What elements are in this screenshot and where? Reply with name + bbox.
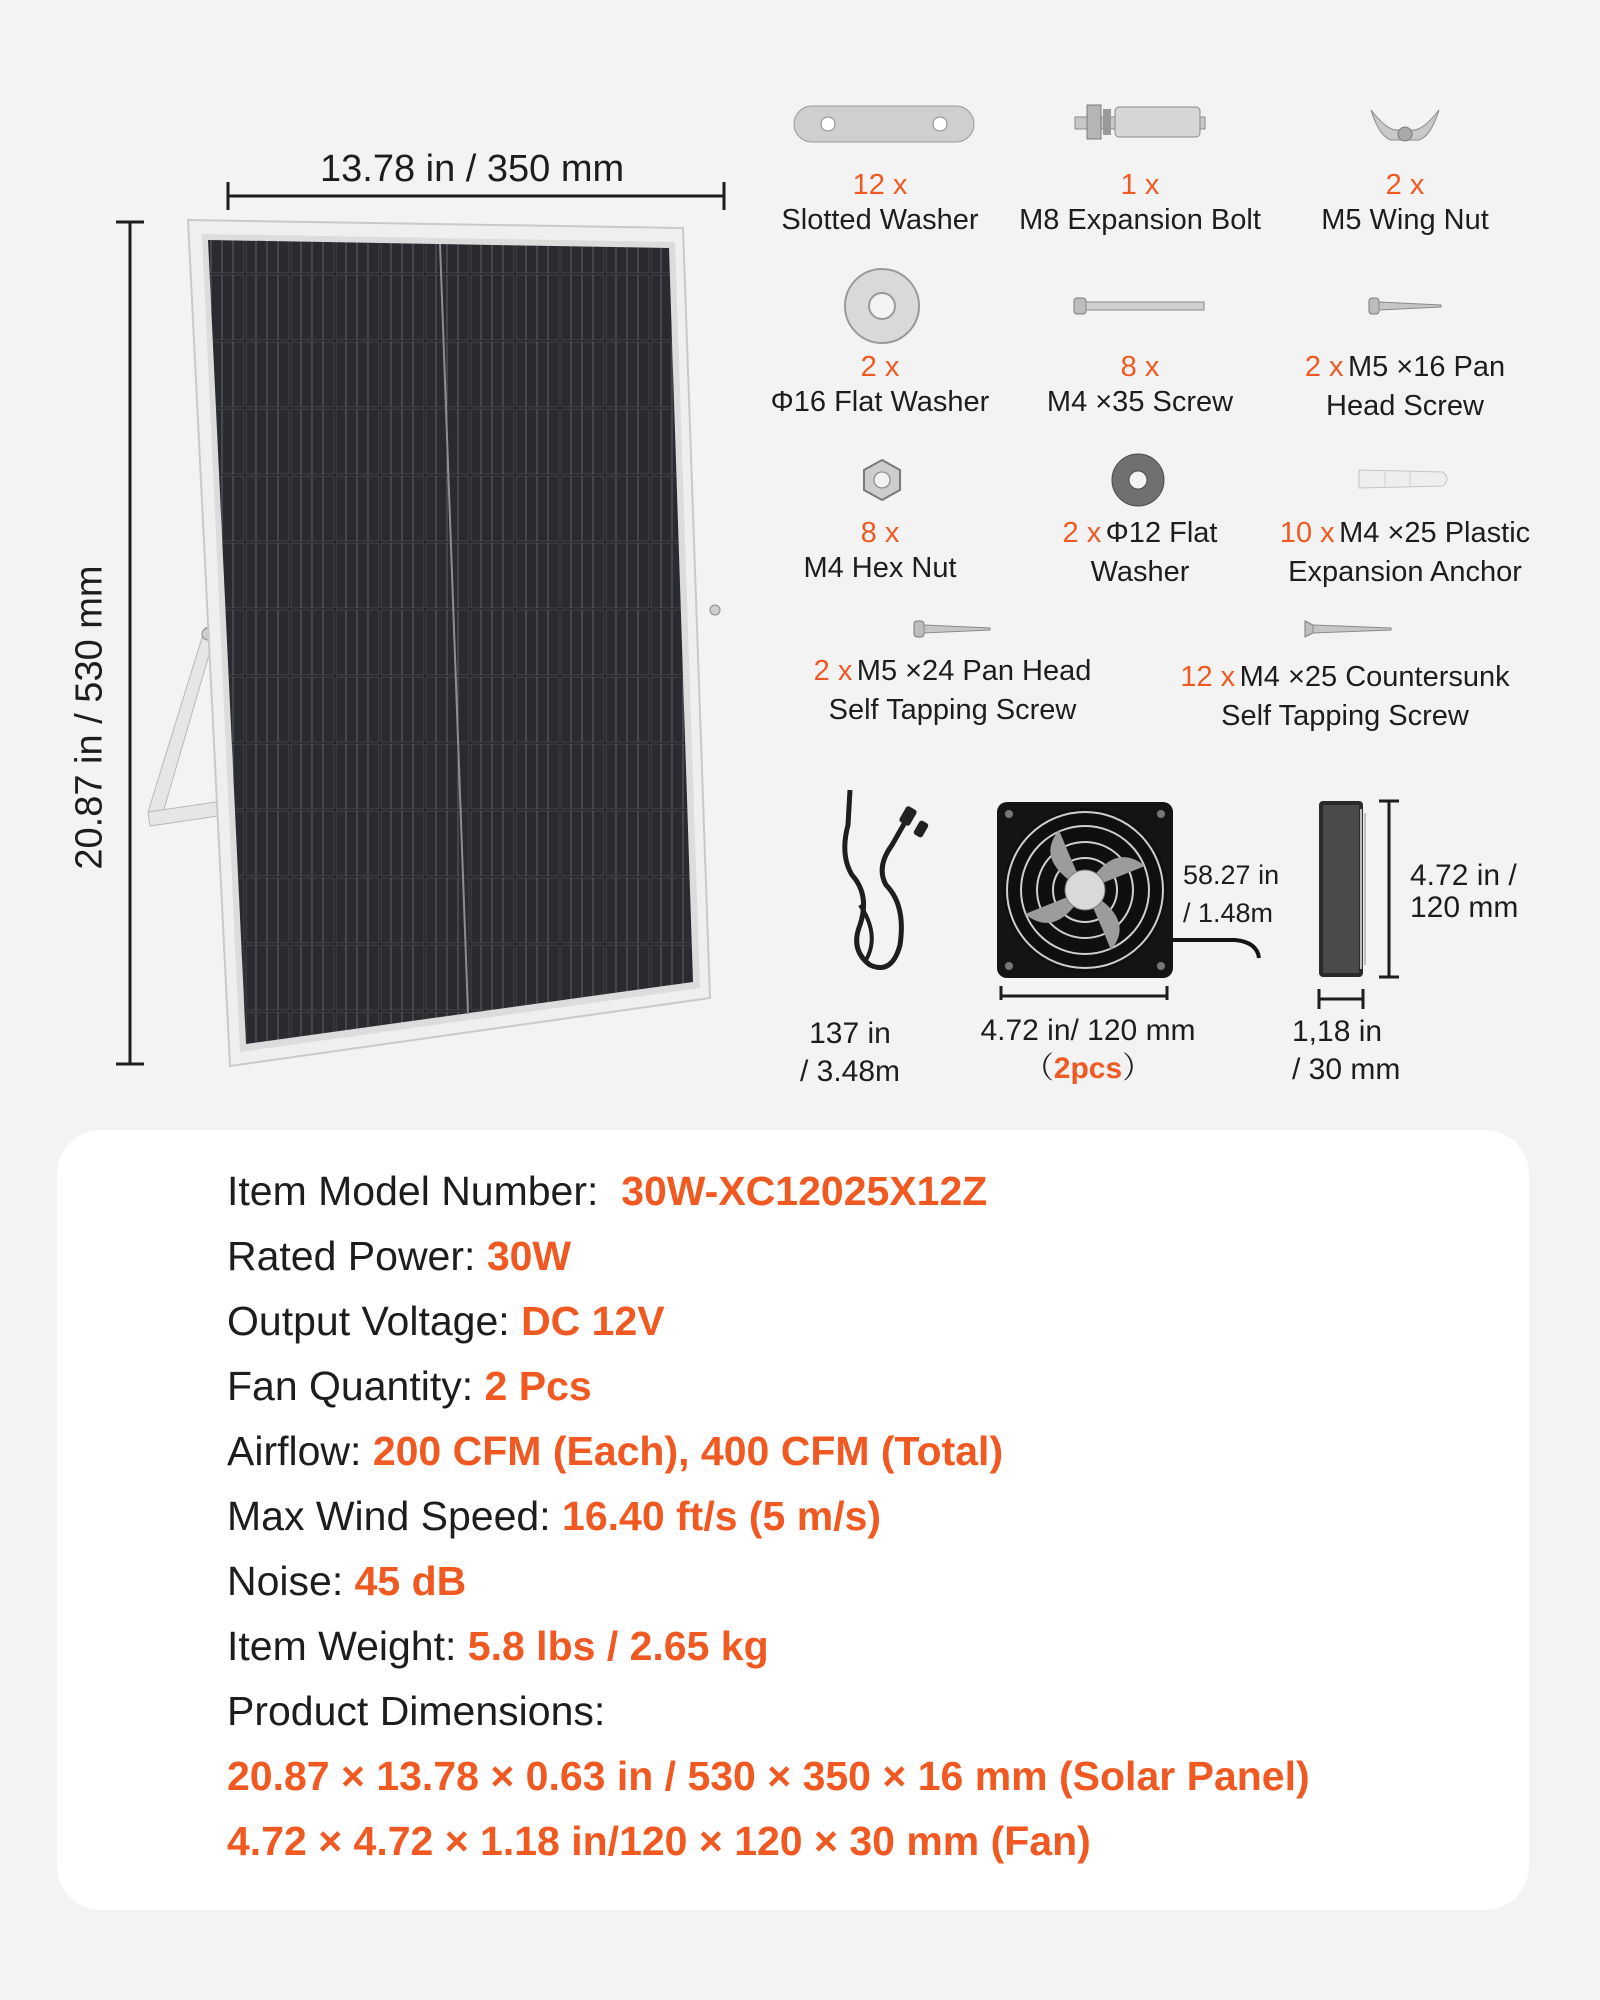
part-flat-washer: 2 x Φ16 Flat Washer	[770, 351, 990, 418]
spec-noise: Noise: 45 dB	[227, 1558, 467, 1604]
part-slotted-washer: 12 x Slotted Washer	[781, 169, 979, 236]
spec-item-weight: Item Weight: 5.8 lbs / 2.65 kg	[227, 1623, 769, 1669]
flat-washer-small-icon	[1110, 452, 1166, 508]
spec-airflow: Airflow: 200 CFM (Each), 400 CFM (Total)	[227, 1428, 1004, 1474]
cable-length-label: 137 in / 3.48m	[799, 1017, 901, 1088]
spec-dimension-panel: 20.87 × 13.78 × 0.63 in / 530 × 350 × 16 mm (Solar Panel)	[227, 1753, 1310, 1799]
expansion-bolt-icon	[1065, 95, 1215, 150]
part-flat-washer-small: 2 x Φ12 Flat Washer	[1062, 517, 1218, 588]
pan-head-screw-icon	[1365, 292, 1445, 320]
spec-model-number: Item Model Number: 30W-XC12025X12Z	[227, 1168, 988, 1214]
hex-nut-icon	[860, 458, 904, 502]
slotted-washer-icon	[790, 100, 980, 150]
spec-dimension-fan: 4.72 × 4.72 × 1.18 in/120 × 120 × 30 mm (Fan)	[227, 1818, 1091, 1864]
fan-height-label: 4.72 in / 120 mm	[1410, 859, 1519, 924]
spec-max-wind-speed: Max Wind Speed: 16.40 ft/s (5 m/s)	[227, 1493, 882, 1539]
part-hex-nut: 8 x M4 Hex Nut	[803, 517, 957, 584]
solar-panel-figure	[110, 140, 750, 1090]
part-plastic-anchor: 10 x M4 ×25 Plastic Expansion Anchor	[1279, 517, 1531, 588]
solar-panel-drawing	[110, 140, 750, 1090]
spec-fan-quantity: Fan Quantity: 2 Pcs	[227, 1363, 592, 1409]
part-wing-nut: 2 x M5 Wing Nut	[1321, 169, 1489, 236]
part-countersunk-screw: 12 x M4 ×25 Countersunk Self Tapping Screw	[1180, 661, 1510, 732]
fan-cord-length-label: 58.27 in / 1.48m	[1183, 860, 1280, 928]
part-self-tapping-screw: 2 x M5 ×24 Pan Head Self Tapping Screw	[813, 655, 1092, 726]
fan-width-label: 4.72 in/ 120 mm （2pcs）	[980, 1014, 1196, 1085]
countersunk-screw-icon	[1303, 617, 1393, 641]
spec-output-voltage: Output Voltage: DC 12V	[227, 1298, 665, 1344]
part-screw: 8 x M4 ×35 Screw	[1046, 351, 1234, 418]
panel-width-label: 13.78 in / 350 mm	[320, 148, 625, 190]
part-pan-head-screw: 2 x M5 ×16 Pan Head Screw	[1304, 351, 1506, 422]
panel-height-label: 20.87 in / 530 mm	[68, 565, 111, 870]
fan-depth-label: 1,18 in / 30 mm	[1292, 1015, 1401, 1086]
fan-side-drawing	[1305, 795, 1425, 1015]
self-tapping-screw-icon	[912, 617, 992, 641]
spec-product-dimensions: Product Dimensions:	[227, 1688, 606, 1734]
wing-nut-icon	[1365, 100, 1445, 148]
part-expansion-bolt: 1 x M8 Expansion Bolt	[1019, 169, 1261, 236]
screw-icon	[1070, 292, 1210, 320]
spec-rated-power: Rated Power: 30W	[227, 1233, 572, 1279]
plastic-anchor-icon	[1355, 462, 1455, 496]
cable-icon	[830, 785, 930, 985]
flat-washer-icon	[842, 266, 922, 346]
